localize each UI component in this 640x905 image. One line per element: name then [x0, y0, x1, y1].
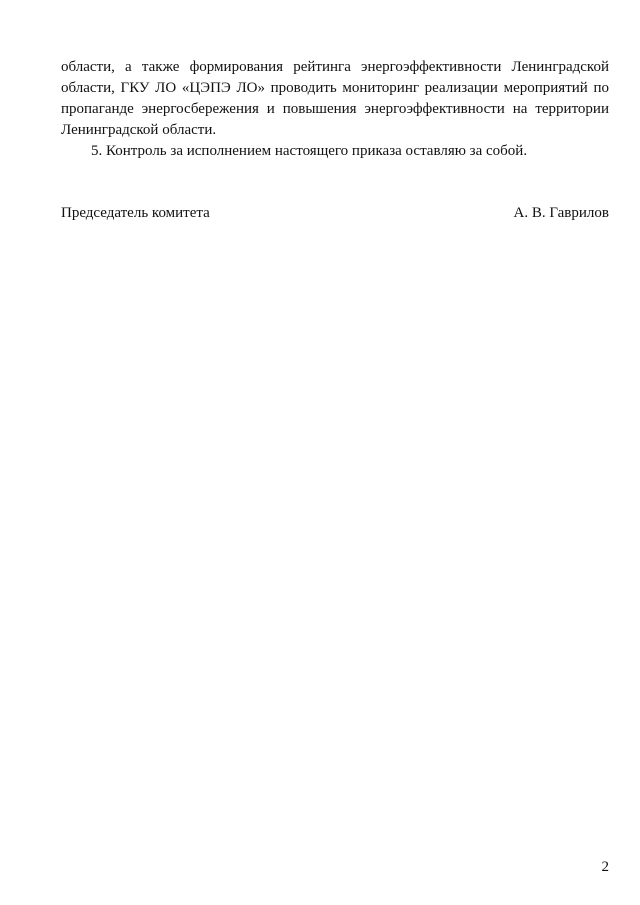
signatory-position: Председатель комитета: [61, 205, 210, 221]
signature-block: [61, 203, 609, 224]
paragraph-continuation: области, а также формирования рейтинга энергоэффективности Ленинградской области, ГКУ ЛО «ЦЭПЭ ЛО» проводить мониторинг реализации мероприятий по пропаганде энергосбережения и повышения энергоэффективности на территории Ленинградской области.: [61, 59, 609, 138]
paragraph-item-5: 5. Контроль за исполнением настоящего приказа оставляю за собой.: [91, 143, 528, 159]
signatory-name: А. В. Гаврилов: [513, 205, 609, 221]
page-number: 2: [601, 859, 609, 875]
document-body: [61, 57, 609, 162]
